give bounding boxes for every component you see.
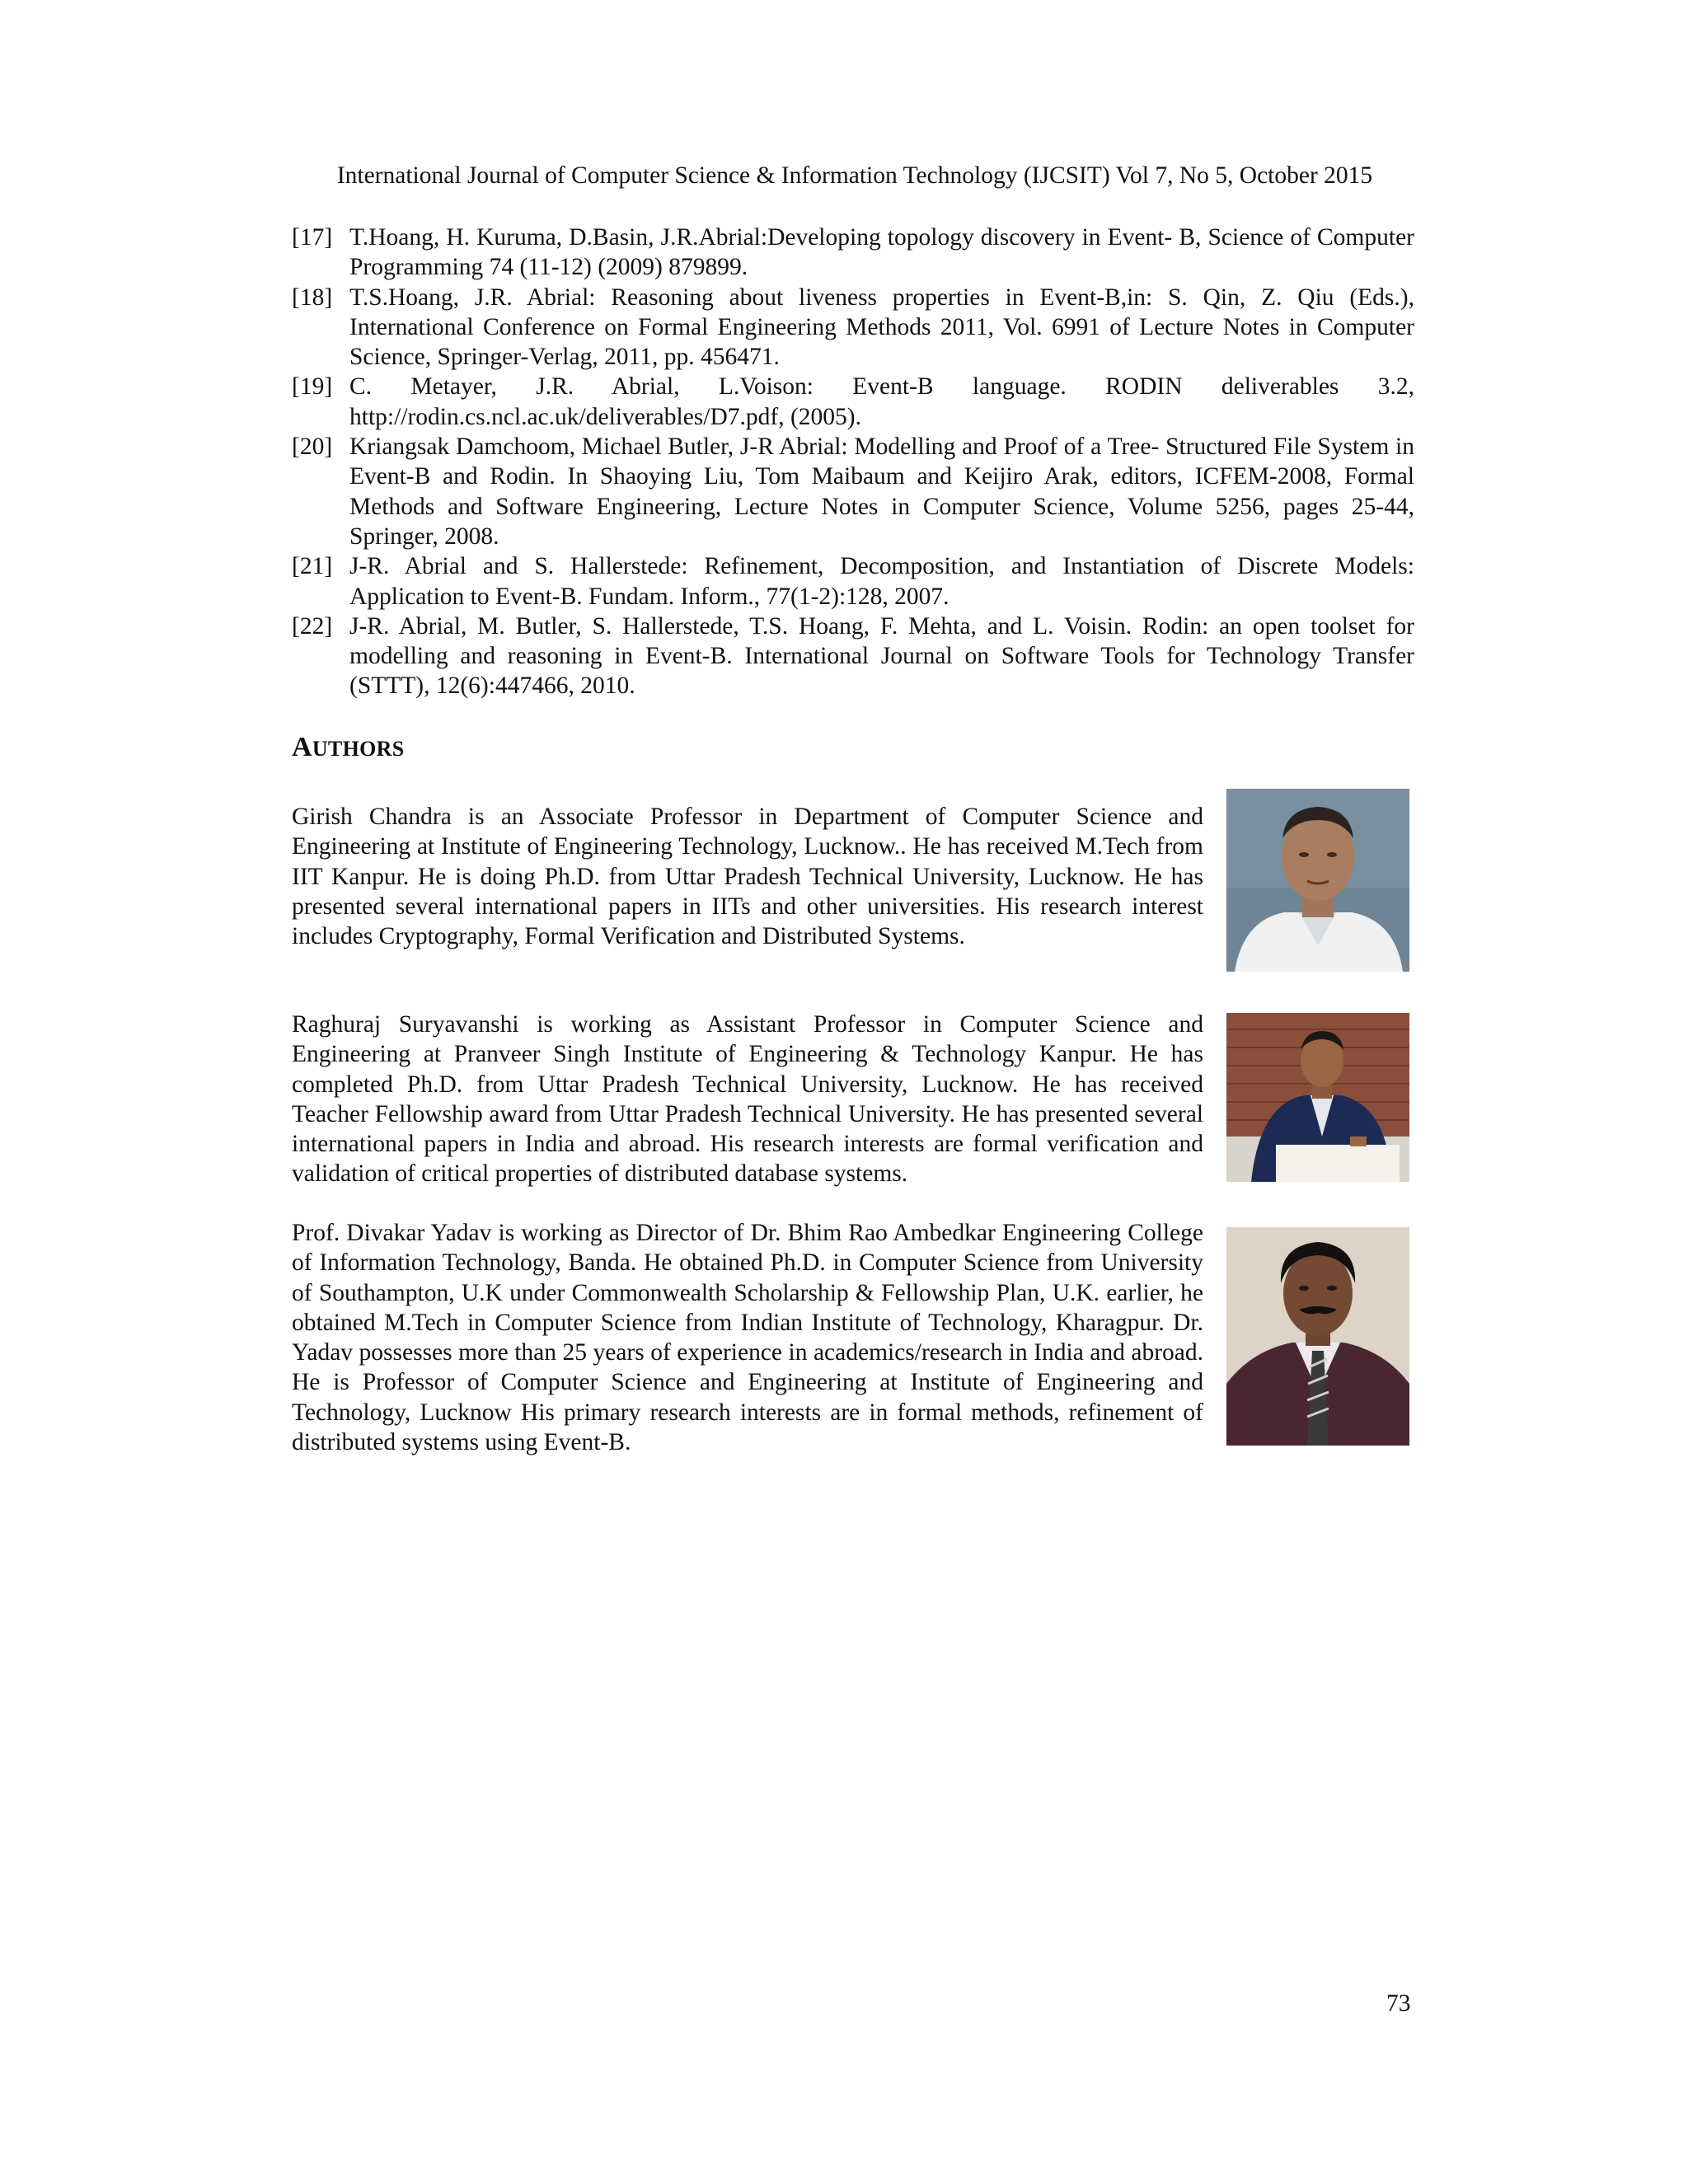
reference-text: J-R. Abrial, M. Butler, S. Hallerstede, T.S. Hoang, F. Mehta, and L. Voisin. Rodin: an open toolset for modelling and reasoning in Event-B. International Journal on Software Tools for Technology Transfer (STTT), 12(6):447466, 2010.: [349, 612, 1414, 700]
reference-number: [22]: [292, 612, 333, 640]
portrait-image: [1226, 1013, 1409, 1182]
portrait-image: [1226, 789, 1409, 972]
page-number: 73: [1386, 1990, 1411, 2017]
reference-text: Kriangsak Damchoom, Michael Butler, J-R Abrial: Modelling and Proof of a Tree- Structured File System in Event-B and Rodin. In Shaoying Liu, Tom Maibaum and Keijiro Arak, editors, ICFEM-2008, Formal Methods and Software Engineering, Lecture Notes in Computer Science, Volume 5256, pages 25-44, Springer, 2008.: [349, 434, 1414, 550]
reference-item: [292, 551, 1414, 612]
authors-heading: [292, 732, 404, 763]
reference-item: [292, 372, 1414, 432]
authors-heading-rest: UTHORS: [312, 737, 405, 761]
reference-item: [292, 612, 1414, 701]
author-bio-raghuraj-suryavanshi: Raghuraj Suryavanshi is working as Assistant Professor in Computer Science and Engineering at Pranveer Singh Institute of Engineering & Technology Kanpur. He has completed Ph.D. from Uttar Pradesh Technical University, Lucknow. He has received Teacher Fellowship award from Uttar Pradesh Technical University. He has presented several international papers in India and abroad. His research interests are formal verification and validation of critical properties of distributed database systems.: [292, 1011, 1203, 1188]
reference-item: [292, 283, 1414, 373]
author-photo-raghuraj-suryavanshi: [1226, 1013, 1409, 1182]
reference-number: [20]: [292, 434, 333, 461]
author-photo-divakar-yadav: [1226, 1227, 1409, 1446]
reference-list: [292, 223, 1414, 701]
author-bio-girish-chandra: Girish Chandra is an Associate Professor in Department of Computer Science and Engineering at Institute of Engineering Technology, Lucknow.. He has received M.Tech from IIT Kanpur. He is doing Ph.D. from Uttar Pradesh Technical University, Lucknow. He has presented several international papers in IITs and other universities. His research interest includes Cryptography, Formal Verification and Distributed Systems.: [292, 804, 1203, 950]
reference-number: [18]: [292, 284, 333, 311]
author-bio-divakar-yadav: Prof. Divakar Yadav is working as Director of Dr. Bhim Rao Ambedkar Engineering College of Information Technology, Banda. He obtained Ph.D. in Computer Science from University of Southampton, U.K under Commonwealth Scholarship & Fellowship Plan, U.K. earlier, he obtained M.Tech in Computer Science from Indian Institute of Technology, Kharagpur. Dr. Yadav possesses more than 25 years of experience in academics/research in India and abroad. He is Professor of Computer Science and Engineering at Institute of Engineering and Technology, Lucknow His primary research interests are in formal methods, refinement of distributed systems using Event-B.: [292, 1220, 1203, 1456]
reference-item: [292, 223, 1414, 283]
reference-text: T.S.Hoang, J.R. Abrial: Reasoning about liveness properties in Event-B,in: S. Qin, Z. Qiu (Eds.), International Conference on Formal Engineering Methods 2011, Vol. 6991 of Lecture Notes in Computer Science, Springer-Verlag, 2011, pp. 456471.: [349, 284, 1414, 371]
author-photo-girish-chandra: [1226, 789, 1409, 972]
reference-number: [17]: [292, 224, 333, 251]
reference-text: T.Hoang, H. Kuruma, D.Basin, J.R.Abrial:Developing topology discovery in Event- B, Science of Computer Programming 74 (11-12) (2009) 879899.: [349, 224, 1414, 281]
reference-number: [19]: [292, 373, 333, 401]
reference-item: [292, 432, 1414, 551]
portrait-image: [1226, 1227, 1409, 1446]
authors-heading-initial: A: [292, 732, 312, 762]
reference-text: C. Metayer, J.R. Abrial, L.Voison: Event-B language. RODIN deliverables 3.2, http://rodin.cs.ncl.ac.uk/deliverables/D7.pdf, (2005).: [349, 373, 1414, 430]
running-header: International Journal of Computer Science & Information Technology (IJCSIT) Vol 7, No 5, October 2015: [336, 162, 1373, 189]
reference-text: J-R. Abrial and S. Hallerstede: Refinement, Decomposition, and Instantiation of Discrete Models: Application to Event-B. Fundam. Inform., 77(1-2):128, 2007.: [349, 553, 1414, 610]
reference-number: [21]: [292, 553, 333, 580]
